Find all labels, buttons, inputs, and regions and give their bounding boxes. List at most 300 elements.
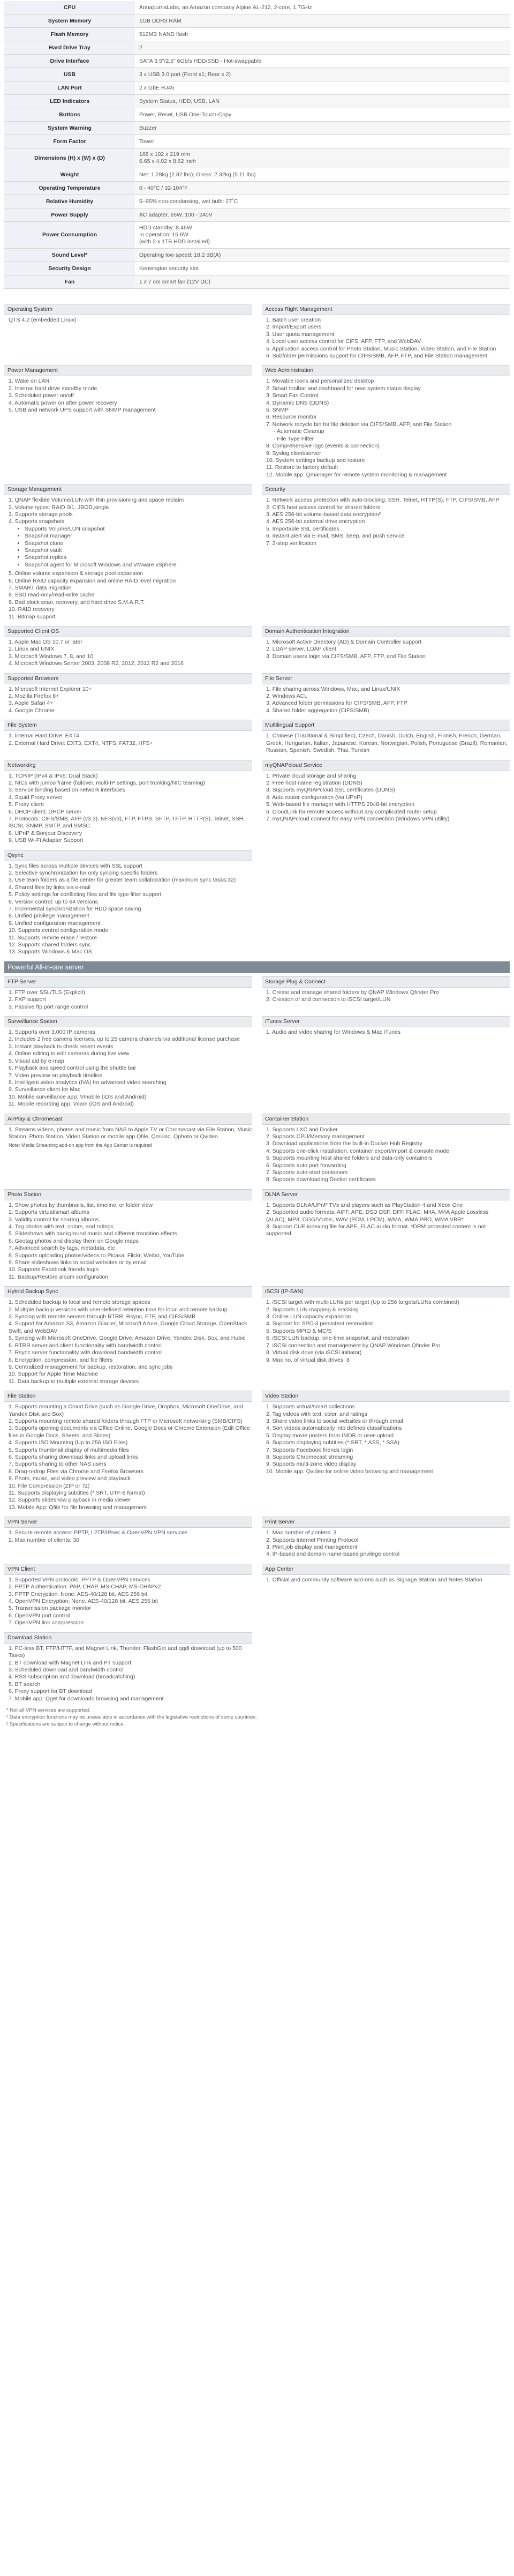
domain-auth-box	[262, 626, 510, 660]
spec-value: SATA 3.5"/2.5" 6Gb/s HDD/SSD - Hot-swappable	[135, 55, 510, 68]
list-item: 5. Syncing with Microsoft OneDrive, Google Drive, Amazon Drive, Yandex Disk, Box, and Hubic	[9, 1335, 246, 1342]
list-item: 1. Sync files across multiple devices with SSL support	[9, 862, 142, 869]
list-item: 2. Tag videos with text, color, and ratings	[266, 1410, 367, 1417]
list-item: 9. Supports multi-zone video display	[266, 1461, 357, 1468]
list-item: 1. Chinese (Traditional & Simplified), Czech, Danish, Dutch, English, Finnish, French, German, Greek, Hungarian, Italian, Japanese, Korean, Norwegian, Polish, Portuguese (Brazil), Romanian, Russian, Spanish, Swedish, Thai, Turkish	[266, 733, 508, 754]
list-item: 11. Backup/Restore album configuration	[9, 1273, 108, 1280]
footnotes	[4, 1707, 510, 1728]
spec-row	[4, 168, 510, 182]
list-item: 2. Linux and UNIX	[9, 646, 55, 653]
box-title: Storage Management	[4, 484, 252, 495]
list-item: 4. Google Chrome	[9, 707, 55, 714]
spec-row	[4, 81, 510, 95]
spec-value: 168 x 102 x 219 mm 6.65 x 4.02 x 8.62 inch	[135, 148, 510, 168]
sub-list-item: • Snapshot agent for Microsoft Windows and VMware vSphere	[25, 562, 252, 569]
box-title: Access Right Management	[262, 304, 510, 315]
list-item: 7. Video preview on playback timeline	[9, 1072, 103, 1079]
list-item: 5. BT search	[9, 1681, 41, 1688]
spec-value: 2 x GbE RJ45	[135, 81, 510, 95]
list-item: - File Type Filter	[274, 435, 314, 442]
sub-list-item: • Snapshot vault	[25, 547, 252, 554]
list-item: 7. SMART data migration	[9, 585, 72, 591]
file-system-box	[4, 720, 252, 747]
airplay-chromecast-box	[4, 1114, 252, 1149]
networking-box	[4, 760, 252, 845]
list-item: 2. Creation of and connection to iSCSI target/LUN	[266, 996, 391, 1003]
spec-value: Kensington security slot	[135, 262, 510, 275]
list-item: 3. Instant playback to check recent events	[9, 1043, 114, 1050]
list-item: 5. Slideshows with background music and different transition effects	[9, 1230, 177, 1237]
box-title: Qsync	[4, 850, 252, 861]
box-title: DLNA Server	[262, 1189, 510, 1200]
hybrid-backup-box	[4, 1286, 252, 1385]
box-title: VPN Server	[4, 1517, 252, 1528]
spec-value: 1GB DDR3 RAM	[135, 14, 510, 28]
list-item: 8. Comprehensive logs (events & connection)	[266, 443, 380, 450]
vpn-server-box	[4, 1517, 252, 1544]
box-title: FTP Server	[4, 976, 252, 988]
spec-label: LED Indicators	[4, 95, 135, 108]
list-item: 4. Supports one-click installation, container export/import & console mode	[266, 1147, 450, 1154]
list-item: 3. Service binding based on network interfaces	[9, 787, 125, 794]
box-title: Storage Plug & Connect	[262, 976, 510, 988]
list-item: 2. Free host name registration (DDNS)	[266, 779, 362, 786]
list-item: 11. Data backup to multiple external storage devices	[9, 1378, 139, 1385]
spec-label: System Warning	[4, 122, 135, 135]
list-item: 1. Microsoft Active Directory (AD) & Domain Controller support	[266, 639, 422, 646]
list-item: 6. Instant alert via E-mail, SMS, beep, and push service	[266, 533, 405, 540]
list-item: 9. Share slideshows links to social websites or by email	[9, 1259, 147, 1266]
list-item: 1. Microsoft Internet Explorer 10+	[9, 685, 92, 692]
list-item: 3. Smart Fan Control	[266, 392, 319, 399]
list-item: 1. Supports mounting a Cloud Drive (such as Google Drive, Dropbox, Microsoft OneDrive, and Yandex Disk and Box)	[9, 1403, 243, 1417]
list-item: 9. USB Wi-Fi Adapter Support	[9, 837, 84, 844]
list-item: 3. Microsoft Windows 7, 8, and 10	[9, 653, 94, 660]
list-item: 3. Advanced folder permissions for CIFS/SMB, AFP, FTP	[266, 700, 407, 707]
list-item: 12. Supports slideshow playback in media viewer	[9, 1497, 131, 1504]
list-item: 3. AES 256-bit volume-based data encryption²	[266, 511, 381, 518]
list-item: - Automatic Cleanup	[274, 428, 324, 435]
list-item: 7. Supports Facebook friends login	[266, 1446, 353, 1453]
list-item: 9. Syslog client/server	[266, 450, 321, 457]
list-item: 11. Restore to factory default	[266, 464, 338, 471]
power-management-box	[4, 365, 252, 414]
list-item: 4. OpenVPN Encryption: None, AES-40/128 bit, AES 256 bit	[9, 1598, 158, 1605]
box-title: Download Station	[4, 1632, 252, 1644]
list-item: 10. Supports Facebook friends login	[9, 1266, 99, 1273]
list-item: 8. UPnP & Bonjour Discovery	[9, 830, 82, 837]
spec-row	[4, 135, 510, 148]
list-item: 9. Bad block scan, recovery, and hard drive S.M.A.R.T.	[9, 599, 145, 606]
spec-row	[4, 122, 510, 135]
box-title: Multilingual Support	[262, 720, 510, 731]
spec-value: 5~95% non-condensing, wet bulb: 27˚C	[135, 195, 510, 208]
box-title: Security	[262, 484, 510, 495]
spec-row	[4, 95, 510, 108]
list-item: 5. Supports mounting host shared folders and data-only containers	[266, 1155, 432, 1162]
list-item: 8. Drag-n-drop Files via Chrome and Firefox Browsers	[9, 1468, 144, 1475]
list-item: 4. RSS subscription and download (broadcatching)	[9, 1674, 135, 1681]
list-item: 7. Rsync server functionality with download bandwidth control	[9, 1349, 162, 1356]
list-item: 7. iSCSI connection and management by QNAP Windows Qfinder Pro	[266, 1342, 441, 1349]
list-item: 1. QNAP flexible Volume/LUN with thin provisioning and space reclaim	[9, 497, 184, 504]
list-item: 5. Application access control for Photo Station, Music Station, Video Station, and File Station	[266, 345, 496, 352]
spec-value: 0 - 40°C / 32-104°F	[135, 182, 510, 195]
list-item: 1. Supports over 3,000 IP cameras	[9, 1029, 96, 1036]
list-item: 1. Private cloud storage and sharing	[266, 772, 357, 779]
list-item: 4. Auto router configuration (via UPnP)	[266, 794, 362, 801]
list-item: 2. Mozilla Firefox 8+	[9, 693, 59, 700]
list-item: 3. Scheduled download and bandwidth control	[9, 1666, 124, 1673]
list-item: 3. Supports opening documents via Office Online, Google Docs or Chrome Extension (Edit Office files in Google Docs, Sheets, and Slides)	[9, 1425, 250, 1439]
list-item: 2. PPTP Authentication: PAP, CHAP, MS-CHAP, MS-CHAPv2	[9, 1584, 161, 1591]
list-item: 5. Supports thumbnail display of multimedia files	[9, 1446, 129, 1453]
spec-row	[4, 41, 510, 55]
list-item: 10. Mobile app: Qvideo for online video browsing and management	[266, 1468, 433, 1475]
list-item: 12. Mobile app: Qmanager for remote system monitoring & management	[266, 471, 447, 478]
ftp-server-box	[4, 976, 252, 1011]
sub-list-item: • Snapshot replica	[25, 554, 252, 561]
spec-value: AC adapter, 65W, 100 - 240V	[135, 208, 510, 222]
list-item: 7. myQNAPcloud connect for easy VPN connection (Windows VPN utility)	[266, 815, 450, 822]
storage-management-box	[4, 484, 252, 621]
spec-label: Fan	[4, 275, 135, 289]
spec-label: USB	[4, 68, 135, 81]
list-item: 4. Shared folder aggregation (CIFS/SMB)	[266, 707, 369, 714]
spec-value: Tower	[135, 135, 510, 148]
list-item: 10. Support for Apple Time Machine	[9, 1371, 98, 1378]
access-right-box	[262, 304, 510, 360]
list-item: 5. Online volume expansion & storage pool expansion	[9, 570, 143, 577]
list-item: 4. Microsoft Windows Server 2003, 2008 R2, 2012, 2012 R2 and 2016	[9, 660, 184, 667]
spec-row	[4, 1, 510, 14]
list-item: 2. Import/Export users	[266, 324, 322, 331]
security-box	[262, 484, 510, 547]
list-item: 2. Supports Internet Printing Protocol	[266, 1536, 359, 1543]
list-item: 3. Online LUN capacity expansion	[266, 1313, 351, 1320]
spec-label: Buttons	[4, 108, 135, 122]
list-item: 6. Playback and speed control using the shuttle bar	[9, 1065, 137, 1072]
box-title: File System	[4, 720, 252, 731]
spec-row	[4, 275, 510, 289]
sub-list-item: • Snapshot clone	[25, 540, 252, 547]
list-item: 3. Domain users login via CIFS/SMB, AFP, FTP, and File Station	[266, 653, 426, 660]
spec-label: System Memory	[4, 14, 135, 28]
list-item: 5. Proxy client	[9, 801, 44, 808]
list-item: 1. Batch user creation	[266, 317, 321, 323]
spec-row	[4, 148, 510, 168]
list-item: 6. DHCP client, DHCP server	[9, 808, 82, 815]
spec-row	[4, 249, 510, 262]
list-item: 2. Supported audio formats: AIFF, APE, DSD DSF, DFF, FLAC, M4A, M4A Apple Lossless (ALAC), MP3, OGG/Vorbis, WAV (PCM, LPCM), WMA, WMA PRO, WMA VBR*	[266, 1209, 489, 1223]
list-item: 1. FTP over SSL/TLS (Explicit)	[9, 989, 85, 996]
list-item: 4. Shared files by links via e-mail	[9, 884, 90, 891]
box-title: Video Station	[262, 1391, 510, 1402]
list-item: 2. FXP support	[9, 996, 46, 1003]
list-item: 5. Web-based file manager with HTTPS 2048-bit encryption	[266, 801, 415, 808]
client-os-box	[4, 626, 252, 668]
list-item: 3. Supports myQNAPcloud SSL certificates (DDNS)	[266, 787, 395, 794]
list-item: 8. Supports Chromecast streaming	[266, 1453, 353, 1460]
sub-list-item: • Supports Volume/LUN snapshot	[25, 526, 252, 533]
vpn-client-box	[4, 1564, 252, 1627]
list-item: 11. Mobile recording app: Vcam (iOS and Android)	[9, 1101, 134, 1108]
list-item: 7. Supports sharing to other NAS users	[9, 1461, 107, 1468]
list-item: 4. Local user access control for CIFS, AFP, FTP, and WebDAV	[266, 338, 421, 345]
list-item: 2. NICs with jumbo frame (failover, multi-IP settings, port trunking/NIC teaming)	[9, 779, 205, 786]
dlna-server-box	[262, 1189, 510, 1238]
list-item: 6. Supports auto port forwarding	[266, 1162, 347, 1169]
spec-value: System Status, HDD, USB, LAN	[135, 95, 510, 108]
spec-label: Relative Humidity	[4, 195, 135, 208]
list-item: 8. Supports downloading Docker certificates	[266, 1176, 376, 1183]
list-item: 2. External Hard Drive: EXT3, EXT4, NTFS, FAT32, HFS+	[9, 740, 153, 746]
list-item: 7. 2-step verification	[266, 540, 316, 547]
list-item: 1. Supports DLNA/UPnP TVs and players such as PlayStation 4 and Xbox One	[266, 1201, 463, 1208]
spec-row	[4, 108, 510, 122]
list-item: 2. BT download with Magnet Link and PT support	[9, 1659, 132, 1666]
box-note: Note: Media Streaming add-on app from the App Center is required	[9, 1143, 152, 1148]
myqnapcloud-box	[262, 760, 510, 823]
box-title: Print Server	[262, 1517, 510, 1528]
list-item: 4. Dynamic DNS (DDNS)	[266, 399, 329, 406]
list-item: 4. Automatic power on after power recovery	[9, 399, 117, 406]
spec-row	[4, 262, 510, 275]
list-item: 12. Supports shared folders sync	[9, 942, 91, 949]
web-administration-box	[262, 365, 510, 479]
spec-row	[4, 68, 510, 81]
box-title: File Server	[262, 673, 510, 684]
list-item: 1. Official and community software add-ons such as Signage Station and Notes Station	[266, 1576, 482, 1583]
list-item: 3. Download applications from the built-in Docker Hub Registry	[266, 1140, 422, 1147]
list-item: 4. Support for Amazon S3, Amazon Glacier, Microsoft Azure, Google Cloud Storage, OpenStack Swift, and WebDAV	[9, 1320, 247, 1334]
list-item: 9. Centralized management for backup, restoration, and sync jobs	[9, 1363, 173, 1370]
list-item: 8. Encryption, compression, and file filters	[9, 1356, 113, 1363]
footnote: ² Specifications are subject to change without notice.	[6, 1721, 125, 1727]
spec-label: Power Consumption	[4, 222, 135, 249]
list-item: 3. PPTP Encryption: None, AES-40/128 bit, AES 256 bit	[9, 1591, 147, 1597]
spec-row	[4, 208, 510, 222]
box-title: Hybrid Backup Sync	[4, 1286, 252, 1297]
list-item: 10. Supports central configuration mode	[9, 927, 109, 934]
multilingual-box	[262, 720, 510, 754]
video-station-box	[262, 1391, 510, 1475]
list-item: 9. Photo, music, and video preview and playback	[9, 1475, 131, 1482]
list-item: 6. iSCSI LUN backup, one-time snapshot, and restoration	[266, 1335, 410, 1342]
spec-label: Hard Drive Tray	[4, 41, 135, 55]
list-item: 1. Secure remote access: PPTP, L2TP/IPsec & OpenVPN VPN services	[9, 1529, 188, 1536]
list-item: 9. Surveillance client for Mac	[9, 1086, 81, 1093]
list-item: 2. LDAP server, LDAP client	[266, 646, 336, 653]
list-item: 6. Supports displaying subtitles (*.SRT, *.ASS, *.SSA)	[266, 1439, 400, 1446]
box-title: myQNAPcloud Service	[262, 760, 510, 771]
list-item: 1. Scheduled backup to local and remote storage spaces	[9, 1299, 150, 1306]
list-item: 6. Resource monitor	[266, 414, 317, 421]
spec-row	[4, 55, 510, 68]
spec-label: Weight	[4, 168, 135, 182]
list-item: 7. Mobile app: Qget for downloads browsing and management	[9, 1695, 164, 1702]
box-title: Web Administration	[262, 365, 510, 376]
list-item: 10. RAID recovery	[9, 606, 55, 613]
list-item: 11. Bitmap support	[9, 613, 56, 620]
list-item: 2. Selective synchronization for only syncing specific folders	[9, 869, 158, 876]
list-item: 2. Volume types: RAID 0/1, JBOD,single	[9, 504, 109, 511]
list-item: 4. Supports snapshots	[9, 518, 65, 525]
spec-label: Operating Temperature	[4, 182, 135, 195]
list-item: 1. Show photos by thumbnails, list, timeline, or folder view	[9, 1201, 153, 1208]
iscsi-box	[262, 1286, 510, 1364]
box-title: AirPlay & Chromecast	[4, 1114, 252, 1125]
spec-value: HDD standby: 8.46W In operation: 15.6W (with 2 x 1TB HDD installed)	[135, 222, 510, 249]
list-item: 4. Tag photos with text, colors, and ratings	[9, 1223, 114, 1230]
spec-label: Form Factor	[4, 135, 135, 148]
list-item: 2. Windows ACL	[266, 693, 308, 700]
list-item: 2. Max number of clients: 30	[9, 1536, 79, 1543]
list-item: 3. Use team folders as a file center for greater team collaboration (maximum sync tasks:32)	[9, 877, 236, 884]
spec-label: Power Supply	[4, 208, 135, 222]
spec-value: 1 x 7 cm smart fan (12V DC)	[135, 275, 510, 289]
list-item: 3. Syncing with remote servers through RTRR, Rsync, FTP, and CIFS/SMB	[9, 1313, 196, 1320]
box-title: iTunes Server	[262, 1016, 510, 1027]
list-item: 5. Importable SSL certificates	[266, 525, 339, 532]
list-item: 3. User quota management	[266, 331, 335, 338]
box-title: Networking	[4, 760, 252, 771]
spec-row	[4, 222, 510, 249]
surveillance-station-box	[4, 1016, 252, 1108]
list-item: 6. Online RAID capacity expansion and online RAID level migration	[9, 577, 176, 584]
list-item: 2. CIFS host access control for shared folders	[266, 504, 381, 511]
spec-page	[4, 0, 510, 1728]
app-center-box	[262, 1564, 510, 1584]
list-item: 7. Network recycle bin for file deletion via CIFS/SMB, AFP, and File Station	[266, 421, 452, 428]
list-item: 10. File Compression (ZIP or 7z)	[9, 1482, 90, 1489]
spec-value: AnnapurnaLabs, an Amazon company Alpine AL-212, 2-core, 1.7GHz	[135, 1, 510, 14]
list-item: 5. Supports MPIO & MC/S	[266, 1327, 332, 1334]
qsync-box	[4, 850, 252, 956]
spec-label: Dimensions (H) x (W) x (D)	[4, 148, 135, 168]
spec-label: LAN Port	[4, 81, 135, 95]
spec-row	[4, 195, 510, 208]
list-item: 5. Visual aid by e-map	[9, 1057, 64, 1064]
list-item: 8. Supports uploading photos/videos to Picasa, Flickr, Weibo, YouTube	[9, 1252, 185, 1259]
list-item: 3. Supports storage pools	[9, 511, 73, 518]
box-title: Container Station	[262, 1114, 510, 1125]
list-item: 6. RTRR server and client functionality with bandwidth control	[9, 1342, 162, 1349]
list-item: 3. Validity control for sharing albums	[9, 1216, 99, 1223]
list-item: 2. Multiple backup versions with user-defined retention time for local and remote backup	[9, 1306, 228, 1313]
list-item: 1. Supports LXC and Docker	[266, 1126, 338, 1133]
print-server-box	[262, 1517, 510, 1558]
list-item: 1. Movable icons and personalized desktop	[266, 378, 374, 385]
list-item: 8. SSD read-only/read-write cache	[9, 592, 95, 599]
list-item: 1. iSCSI target with multi-LUNs per target (Up to 256 targets/LUNs combined)	[266, 1299, 459, 1306]
list-item: 6. Supports sharing download links and upload links	[9, 1453, 138, 1460]
list-item: 1. Create and manage shared folders by QNAP Windows Qfinder Pro	[266, 989, 439, 996]
list-item: 3. Print job display and management	[266, 1544, 358, 1551]
operating-system-box	[4, 304, 252, 324]
spec-value: Net: 1.28kg (2.82 lbs); Gross: 2.32kg (5.11 lbs)	[135, 168, 510, 182]
list-item: 6. Geotag photos and display them on Google maps	[9, 1237, 139, 1244]
list-item: 1. Supports virtual/smart collections	[266, 1403, 355, 1410]
box-title: Supported Client OS	[4, 626, 252, 637]
box-title: VPN Client	[4, 1564, 252, 1575]
photo-station-box	[4, 1189, 252, 1281]
spec-value: Buzzer	[135, 122, 510, 135]
list-item: 2. Supports CPU/Memory management	[266, 1133, 365, 1140]
list-item: 2. Supports virtual/smart albums	[9, 1209, 89, 1216]
spec-value: Power, Reset, USB One-Touch-Copy	[135, 108, 510, 122]
spec-label: Security Design	[4, 262, 135, 275]
list-item: 1. Internal Hard Drive: EXT4	[9, 733, 79, 740]
list-item: 6. Subfolder permissions support for CIFS/SMB, AFP, FTP, and File Station management	[266, 353, 487, 360]
list-item: 10. System settings backup and restore	[266, 457, 365, 464]
list-item: 1. Wake on LAN	[9, 378, 50, 385]
list-item: 3. Apple Safari 4+	[9, 700, 54, 707]
list-item: 7. OpenVPN link compression	[9, 1619, 84, 1626]
list-item: 13. Supports Windows & Mac OS	[9, 949, 92, 955]
spec-value: 3 x USB 3.0 port (Front x1; Rear x 2)	[135, 68, 510, 81]
list-item: 1. Streams videos, photos and music from NAS to Apple TV or Chromecast via File Station, Music Station, Photo Station, Video Station or mobile app Qfile, Qmusic, Qphoto or Qvideo.	[9, 1126, 252, 1140]
list-item: 9. Max no. of virtual disk drives: 8	[266, 1356, 350, 1363]
list-item: 4. Sort videos automatically into defined classifications	[266, 1425, 402, 1432]
list-item: 1. PC-less BT, FTP/HTTP, and Magnet Link, Thunder, FlashGet and qqdl download (up to 500 Tasks)	[9, 1645, 242, 1659]
list-item: 13. Mobile App: Qfile for file browsing and management	[9, 1504, 147, 1511]
box-title: Power Management	[4, 365, 252, 376]
list-item: 2. Internal hard drive standby mode	[9, 385, 97, 392]
list-item: 3. Share video links to social websites or through email	[266, 1417, 403, 1424]
spec-label: CPU	[4, 1, 135, 14]
box-title: iSCSI (IP-SAN)	[262, 1286, 510, 1297]
spec-row	[4, 182, 510, 195]
list-item: 5. Transmission package monitor	[9, 1605, 92, 1612]
list-item: 8. Unified privilege management	[9, 913, 89, 920]
download-station-box	[4, 1632, 252, 1703]
list-item: 8. Virtual disk drive (via iSCSI initiator)	[266, 1349, 362, 1356]
list-item: 3. Support CUE indexing file for APE, FLAC audio format. *DRM protected content is not supported.	[266, 1223, 486, 1237]
hardware-spec-table	[4, 1, 510, 289]
box-title: App Center	[262, 1564, 510, 1575]
sub-list-item: • Snapshot manager	[25, 533, 252, 540]
section-powerful-server: Powerful All-in-one server	[4, 961, 510, 973]
list-item: 5. SNMP	[266, 407, 289, 414]
storage-plug-connect-box	[262, 976, 510, 1004]
spec-row	[4, 14, 510, 28]
list-item: 7. Supports auto-start containers	[266, 1169, 348, 1176]
list-item: 8. Intelligent video analytics (IVA) for advanced video searching	[9, 1079, 167, 1086]
list-item: 4. Online editing to edit cameras during live view	[9, 1050, 130, 1057]
spec-value: Operating low speed: 18.2 dB(A)	[135, 249, 510, 262]
box-title: File Station	[4, 1391, 252, 1402]
list-item: 6. Proxy support for BT download	[9, 1688, 92, 1695]
box-title: Operating System	[4, 304, 252, 315]
spec-row	[4, 28, 510, 41]
list-item: 7. Protocols: CIFS/SMB, AFP (v3.3), NFS(v3), FTP, FTPS, SFTP, TFTP, HTTP(S), Telnet, SSH, iSCSI, SNMP, SMTP, and SMSC	[9, 815, 245, 830]
box-title: Supported Browsers	[4, 673, 252, 684]
list-item: 1. Apple Mac OS 10.7 or later	[9, 639, 82, 646]
list-item: 4. Support for SPC-3 persistent reservation	[266, 1320, 374, 1327]
list-item: 3. Passive ftp port range control	[9, 1003, 88, 1010]
browsers-box	[4, 673, 252, 715]
file-server-box	[262, 673, 510, 715]
spec-value: 2	[135, 41, 510, 55]
box-title: Domain Authentication Integration	[262, 626, 510, 637]
list-item: 4. Supports ISO Mounting (Up to 256 ISO Files)	[9, 1439, 128, 1446]
list-item: 10. Mobile surveillance app: Vmobile (iOS and Android)	[9, 1093, 147, 1100]
spec-label: Flash Memory	[4, 28, 135, 41]
list-item: 1. Max number of printers: 3	[266, 1529, 337, 1536]
list-item: 1. TCP/IP (IPv4 & IPv6: Dual Stack)	[9, 772, 98, 779]
list-item: 2. Includes 2 free camera licenses, up to 25 camera channels via additional license purchase	[9, 1036, 240, 1043]
